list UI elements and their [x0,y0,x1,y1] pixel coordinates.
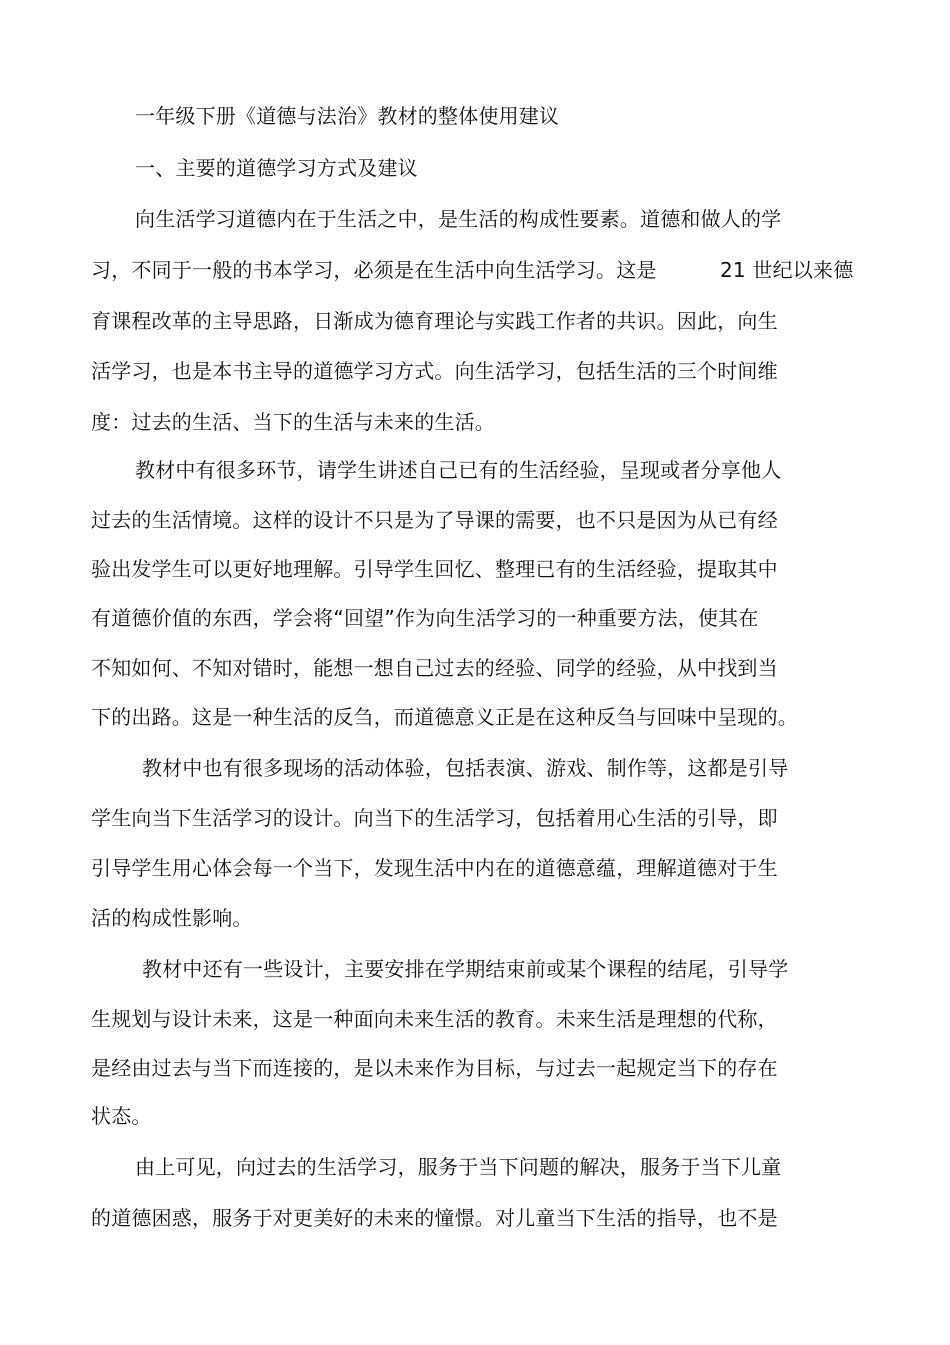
paragraph-4-line-4: 状态。 [91,1104,152,1128]
paragraph-1-line-5: 度：过去的生活、当下的生活与未来的生活。 [91,410,495,434]
document-title: 一年级下册《道德与法治》教材的整体使用建议 [135,104,560,128]
paragraph-1-line-2: 习，不同于一般的书本学习，必须是在生活中向生活学习。这是 [91,258,657,282]
paragraph-2-line-6: 下的出路。这是一种生活的反刍，而道德意义正是在这种反刍与回味中呈现的。 [91,705,798,729]
paragraph-2-line-2: 过去的生活情境。这样的设计不只是为了导课的需要，也不只是因为从已有经 [91,508,778,532]
paragraph-2-line-4: 有道德价值的东西，学会将“回望”作为向生活学习的一种重要方法，使其在 [91,606,759,630]
paragraph-2-line-5: 不知如何、不知对错时，能想一想自己过去的经验、同学的经验，从中找到当 [91,656,778,680]
paragraph-3-line-4: 活的构成性影响。 [91,906,253,930]
paragraph-3-line-2: 学生向当下生活学习的设计。向当下的生活学习，包括着用心生活的引导，即 [91,806,778,830]
paragraph-2-line-1: 教材中有很多环节，请学生讲述自己已有的生活经验，呈现或者分享他人 [135,458,782,482]
paragraph-2-line-3: 验出发学生可以更好地理解。引导学生回忆、整理已有的生活经验，提取其中 [91,557,778,581]
paragraph-5-line-2: 的道德困惑，服务于对更美好的未来的憧憬。对儿童当下生活的指导，也不是 [91,1206,778,1230]
paragraph-1-line-1: 向生活学习道德内在于生活之中，是生活的构成性要素。道德和做人的学 [135,207,782,231]
paragraph-3-line-1: 教材中也有很多现场的活动体验，包括表演、游戏、制作等，这都是引导 [142,756,789,780]
paragraph-4-line-2: 生规划与设计未来，这是一种面向未来生活的教育。未来生活是理想的代称， [91,1007,778,1031]
paragraph-1-line-2-tail: 21 世纪以来德 [720,258,854,282]
paragraph-3-line-3: 引导学生用心体会每一个当下，发现生活中内在的道德意蕴，理解道德对于生 [91,856,778,880]
paragraph-1-line-3: 育课程改革的主导思路，日渐成为德育理论与实践工作者的共识。因此，向生 [91,309,778,333]
paragraph-5-line-1: 由上可见，向过去的生活学习，服务于当下问题的解决，服务于当下儿童 [135,1155,782,1179]
paragraph-4-line-1: 教材中还有一些设计，主要安排在学期结束前或某个课程的结尾，引导学 [142,957,789,981]
paragraph-1-line-4: 活学习，也是本书主导的道德学习方式。向生活学习，包括生活的三个时间维 [91,359,778,383]
section-heading: 一、主要的道德学习方式及建议 [135,156,418,180]
paragraph-4-line-3: 是经由过去与当下而连接的，是以未来作为目标，与过去一起规定当下的存在 [91,1056,778,1080]
